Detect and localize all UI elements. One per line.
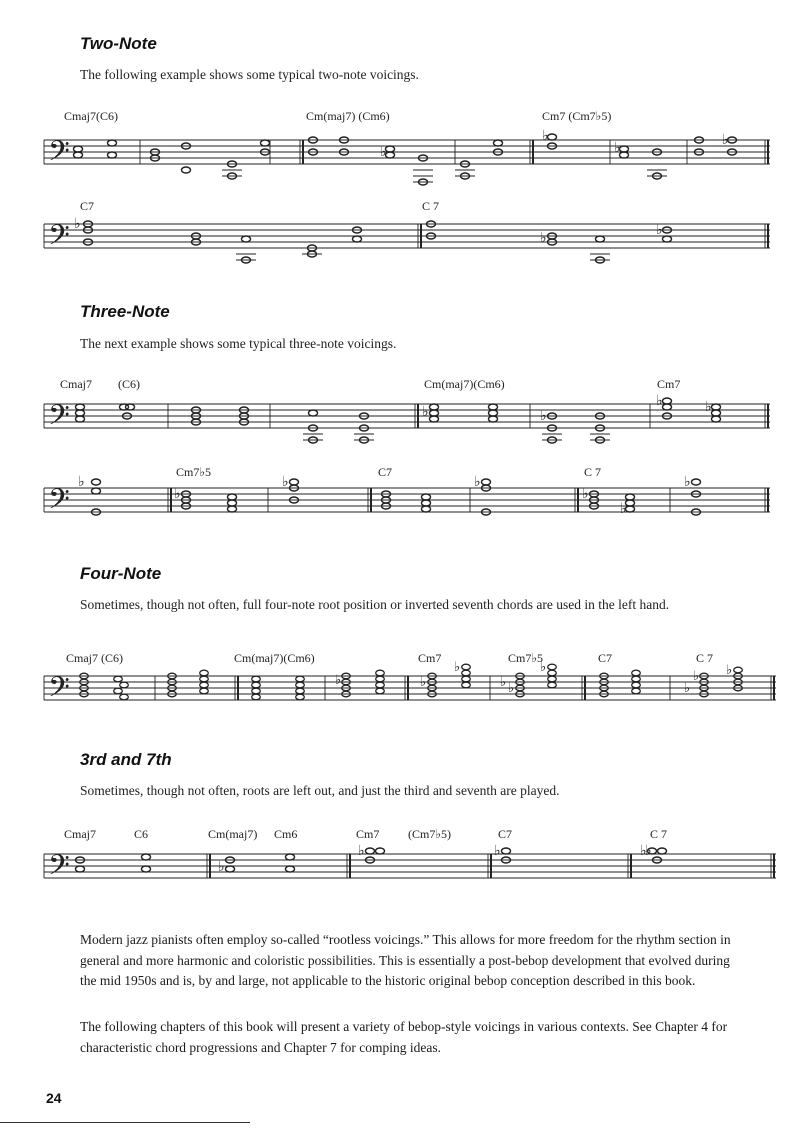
flat-sign-icon: ♭: [218, 860, 225, 875]
chord-label: Cm7: [657, 377, 681, 391]
chord-label: C6: [134, 827, 149, 841]
chord-label: Cm7: [418, 651, 442, 665]
music-staff: [0, 822, 800, 892]
flat-sign-icon: ♭: [620, 502, 627, 517]
music-staff: [0, 196, 800, 276]
flat-sign-icon: ♭: [380, 145, 387, 160]
flat-sign-icon: ♭: [474, 475, 481, 490]
flat-sign-icon: ♭: [508, 680, 515, 695]
chord-label: Cm(maj7)(Cm6): [424, 377, 505, 391]
section-title-two-note: Two-Note: [80, 34, 157, 53]
flat-sign-icon: ♭: [656, 223, 663, 238]
flat-sign-icon: ♭: [656, 394, 663, 409]
flat-sign-icon: ♭: [454, 659, 461, 674]
chord-label: Cm(maj7)(Cm6): [234, 651, 315, 665]
flat-sign-icon: ♭: [540, 659, 547, 674]
chord-label: Cm6: [274, 827, 298, 841]
section-title-four-note: Four-Note: [80, 564, 162, 583]
section-title-three-note: Three-Note: [80, 302, 170, 321]
bass-clef-icon: 𝄢: [48, 221, 70, 258]
flat-sign-icon: ♭: [645, 844, 652, 859]
chord-label: Cmaj7: [64, 827, 96, 841]
chord-label: Cmaj7 (C6): [66, 651, 123, 665]
music-staff: [0, 374, 800, 454]
music-staff: [0, 646, 800, 726]
footer-rule: [0, 1122, 250, 1123]
chord-label: Cm(maj7) (Cm6): [306, 109, 390, 123]
flat-sign-icon: ♭: [174, 487, 181, 502]
flat-sign-icon: ♭: [420, 674, 427, 689]
chord-label: (Cm7♭5): [408, 827, 451, 841]
chord-label: C7: [498, 827, 513, 841]
chord-label: C 7: [584, 465, 602, 479]
bass-clef-icon: 𝄢: [48, 401, 70, 438]
chord-label: Cmaj7: [60, 377, 92, 391]
flat-sign-icon: ♭: [358, 844, 365, 859]
flat-sign-icon: ♭: [684, 680, 691, 695]
flat-sign-icon: ♭: [640, 844, 647, 859]
chord-label: Cm7 (Cm7♭5): [542, 109, 612, 123]
flat-sign-icon: ♭: [540, 231, 547, 246]
music-staff: [0, 106, 800, 186]
flat-sign-icon: ♭: [500, 674, 507, 689]
body-paragraph: Modern jazz pianists often employ so-called “rootless voicings.” This allows for more freedom for the rhythm section in general and more harmonic and coloristic possibilities. This is essentially a post-bebop development that evolved during the mid 1950s and is, by and large, not applicable to the historic original bebop conception described in this book.: [80, 932, 731, 988]
page-number: 24: [46, 1090, 62, 1106]
bass-clef-icon: 𝄢: [48, 485, 70, 522]
body-paragraph: The following chapters of this book will present a variety of bebop-style voicings in various contexts. See Chapter 4 for characteristic chord progressions and Chapter 7 for comping ideas.: [80, 1019, 728, 1055]
chord-label: C 7: [422, 199, 440, 213]
chord-label: Cm7: [356, 827, 380, 841]
bass-clef-icon: 𝄢: [48, 137, 70, 174]
flat-sign-icon: ♭: [282, 475, 289, 490]
flat-sign-icon: ♭: [693, 668, 700, 683]
flat-sign-icon: ♭: [614, 141, 621, 156]
chord-label: C7: [80, 199, 95, 213]
music-staff: [0, 464, 800, 544]
chord-label: C7: [378, 465, 393, 479]
section-desc-two-note: The following example shows some typical two-note voicings.: [80, 67, 419, 82]
flat-sign-icon: ♭: [726, 662, 733, 677]
flat-sign-icon: ♭: [705, 400, 712, 415]
flat-sign-icon: ♭: [494, 844, 501, 859]
flat-sign-icon: ♭: [422, 405, 429, 420]
flat-sign-icon: ♭: [542, 129, 549, 144]
flat-sign-icon: ♭: [722, 133, 729, 148]
chord-label: Cm7♭5: [508, 651, 543, 665]
section-desc-3rd-and-7th: Sometimes, though not often, roots are left out, and just the third and seventh are played.: [80, 783, 560, 798]
chord-label: Cm(maj7): [208, 827, 258, 841]
chord-label: Cm7♭5: [176, 465, 211, 479]
chord-label: Cmaj7(C6): [64, 109, 118, 123]
section-desc-four-note: Sometimes, though not often, full four-note root position or inverted seventh chords are used in the left hand.: [80, 597, 670, 612]
bass-clef-icon: 𝄢: [48, 673, 70, 710]
section-desc-three-note: The next example shows some typical three-note voicings.: [80, 336, 397, 351]
flat-sign-icon: ♭: [335, 672, 342, 687]
flat-sign-icon: ♭: [582, 487, 589, 502]
flat-sign-icon: ♭: [540, 409, 547, 424]
flat-sign-icon: ♭: [74, 217, 81, 232]
section-title-3rd-and-7th: 3rd and 7th: [80, 750, 172, 769]
chord-label: C 7: [650, 827, 668, 841]
bass-clef-icon: 𝄢: [48, 851, 70, 888]
chord-label: C7: [598, 651, 613, 665]
flat-sign-icon: ♭: [78, 475, 85, 490]
chord-label: C 7: [696, 651, 714, 665]
chord-label: (C6): [118, 377, 140, 391]
flat-sign-icon: ♭: [684, 475, 691, 490]
